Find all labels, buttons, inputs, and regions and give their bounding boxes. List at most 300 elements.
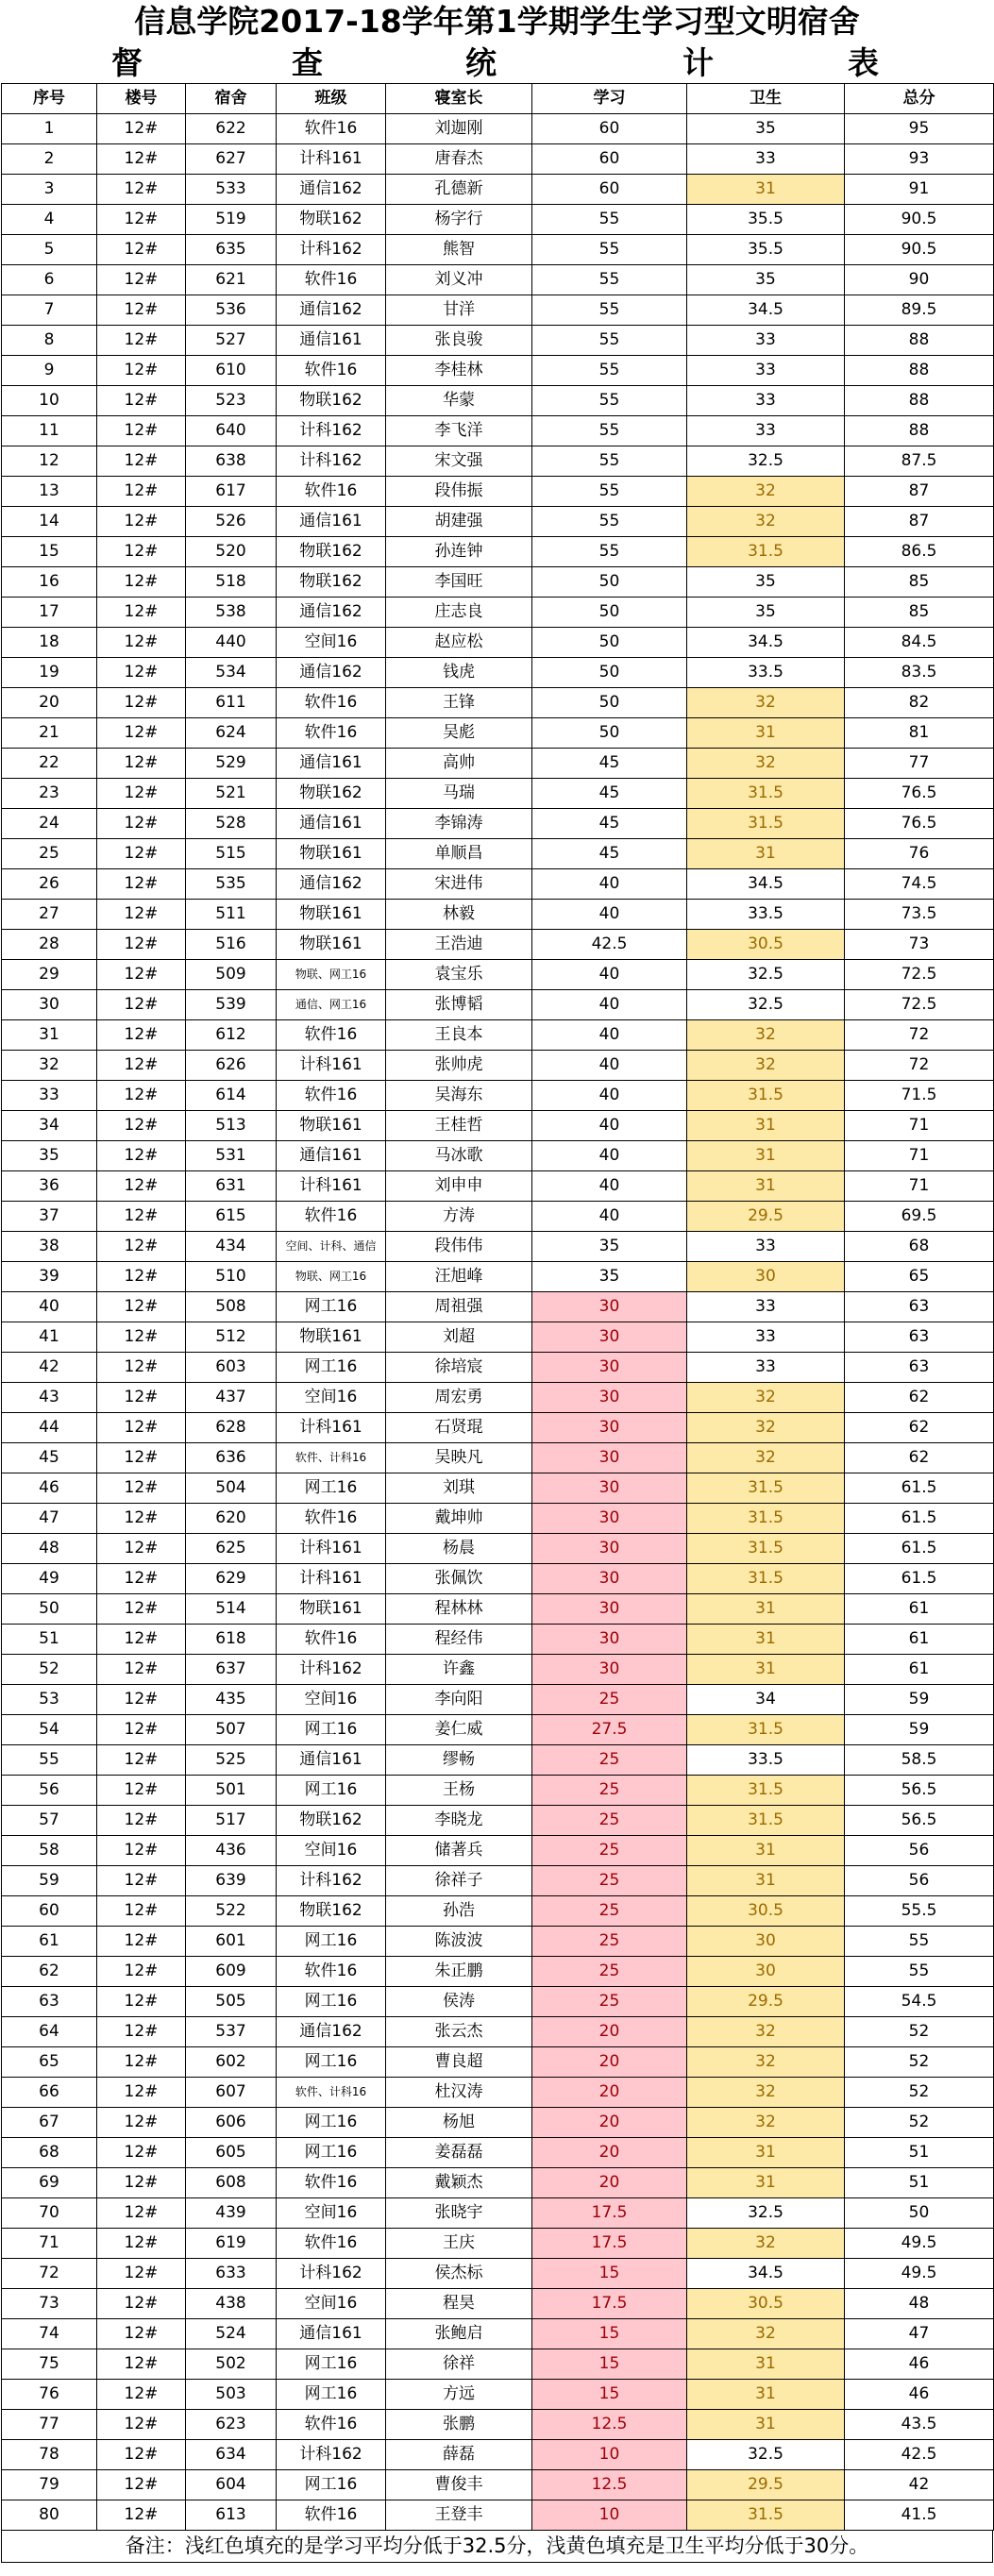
- cell-hygiene: 33: [687, 1232, 845, 1262]
- cell-building: 12#: [97, 386, 186, 416]
- table-row: [2, 1202, 994, 1232]
- table-row: [2, 386, 994, 416]
- cell-hygiene: 32.5: [687, 2198, 845, 2229]
- cell-dorm: 440: [186, 628, 277, 658]
- cell-dorm: 510: [186, 1262, 277, 1292]
- cell-dorm-leader: 孔德新: [386, 175, 532, 205]
- cell-hygiene: 32: [687, 1443, 845, 1473]
- cell-study: 35: [532, 1262, 687, 1292]
- table-row: [2, 749, 994, 779]
- subtitle-char: 统: [465, 44, 497, 81]
- cell-dorm: 626: [186, 1051, 277, 1081]
- cell-dorm-leader: 高帅: [386, 749, 532, 779]
- cell-hygiene: 31.5: [687, 537, 845, 567]
- cell-total: 95: [845, 114, 994, 144]
- cell-index: 59: [2, 1866, 97, 1896]
- cell-dorm-leader: 姜仁威: [386, 1715, 532, 1745]
- cell-hygiene: 31.5: [687, 1776, 845, 1806]
- cell-total: 88: [845, 326, 994, 356]
- cell-total: 77: [845, 749, 994, 779]
- cell-dorm-leader: 周宏勇: [386, 1383, 532, 1413]
- table-row: [2, 1171, 994, 1202]
- cell-study: 55: [532, 416, 687, 446]
- cell-dorm: 628: [186, 1413, 277, 1443]
- cell-class: 软件16: [277, 2500, 386, 2531]
- cell-hygiene: 31.5: [687, 1715, 845, 1745]
- cell-index: 19: [2, 658, 97, 688]
- cell-building: 12#: [97, 2078, 186, 2108]
- cell-index: 47: [2, 1504, 97, 1534]
- cell-dorm-leader: 宋进伟: [386, 869, 532, 900]
- cell-dorm-leader: 孙连钟: [386, 537, 532, 567]
- table-row: [2, 779, 994, 809]
- cell-study: 40: [532, 1141, 687, 1171]
- cell-total: 73.5: [845, 900, 994, 930]
- cell-index: 69: [2, 2168, 97, 2198]
- cell-class: 通信161: [277, 326, 386, 356]
- cell-dorm-leader: 杜汉涛: [386, 2078, 532, 2108]
- cell-total: 55: [845, 1957, 994, 1987]
- cell-hygiene: 31.5: [687, 2500, 845, 2531]
- cell-total: 90: [845, 265, 994, 295]
- cell-index: 44: [2, 1413, 97, 1443]
- cell-dorm: 601: [186, 1927, 277, 1957]
- cell-study: 25: [532, 1685, 687, 1715]
- cell-hygiene: 33: [687, 144, 845, 175]
- cell-study: 27.5: [532, 1715, 687, 1745]
- cell-class: 通信161: [277, 2319, 386, 2349]
- cell-total: 63: [845, 1292, 994, 1322]
- cell-index: 14: [2, 507, 97, 537]
- header-building: 楼号: [97, 84, 186, 114]
- cell-index: 7: [2, 295, 97, 326]
- cell-study: 12.5: [532, 2470, 687, 2500]
- cell-total: 62: [845, 1413, 994, 1443]
- cell-dorm: 638: [186, 446, 277, 477]
- cell-class: 通信162: [277, 2017, 386, 2047]
- cell-dorm: 614: [186, 1081, 277, 1111]
- table-row: [2, 2108, 994, 2138]
- cell-class: 软件16: [277, 1504, 386, 1534]
- table-row: [2, 175, 994, 205]
- table-row: [2, 1322, 994, 1353]
- cell-class: 空间16: [277, 2289, 386, 2319]
- cell-dorm-leader: 陈波波: [386, 1927, 532, 1957]
- cell-index: 17: [2, 598, 97, 628]
- table-row: [2, 1292, 994, 1322]
- cell-class: 软件16: [277, 265, 386, 295]
- cell-study: 60: [532, 114, 687, 144]
- cell-class: 物联162: [277, 779, 386, 809]
- cell-building: 12#: [97, 537, 186, 567]
- cell-hygiene: 31.5: [687, 1473, 845, 1504]
- header-row: [2, 84, 994, 114]
- cell-dorm-leader: 张帅虎: [386, 1051, 532, 1081]
- cell-building: 12#: [97, 1776, 186, 1806]
- table-row: [2, 900, 994, 930]
- cell-building: 12#: [97, 1443, 186, 1473]
- cell-building: 12#: [97, 265, 186, 295]
- cell-building: 12#: [97, 1413, 186, 1443]
- cell-study: 25: [532, 1927, 687, 1957]
- cell-index: 23: [2, 779, 97, 809]
- cell-building: 12#: [97, 1202, 186, 1232]
- cell-dorm-leader: 程经伟: [386, 1625, 532, 1655]
- cell-class: 软件16: [277, 688, 386, 718]
- cell-dorm-leader: 杨旭: [386, 2108, 532, 2138]
- cell-total: 61.5: [845, 1534, 994, 1564]
- cell-dorm-leader: 薛磊: [386, 2440, 532, 2470]
- cell-index: 71: [2, 2229, 97, 2259]
- cell-dorm: 439: [186, 2198, 277, 2229]
- cell-total: 42: [845, 2470, 994, 2500]
- cell-hygiene: 33.5: [687, 658, 845, 688]
- cell-total: 71: [845, 1141, 994, 1171]
- cell-dorm: 526: [186, 507, 277, 537]
- table-row: [2, 537, 994, 567]
- table-row: [2, 1413, 994, 1443]
- cell-dorm-leader: 杨晨: [386, 1534, 532, 1564]
- cell-total: 51: [845, 2168, 994, 2198]
- cell-building: 12#: [97, 1141, 186, 1171]
- cell-building: 12#: [97, 2380, 186, 2410]
- cell-study: 17.5: [532, 2289, 687, 2319]
- header-class: 班级: [277, 84, 386, 114]
- cell-total: 50: [845, 2198, 994, 2229]
- cell-dorm: 529: [186, 749, 277, 779]
- cell-dorm: 612: [186, 1020, 277, 1051]
- cell-total: 62: [845, 1383, 994, 1413]
- cell-dorm: 504: [186, 1473, 277, 1504]
- table-row: [2, 1987, 994, 2017]
- table-row: [2, 688, 994, 718]
- cell-building: 12#: [97, 2138, 186, 2168]
- cell-dorm: 624: [186, 718, 277, 749]
- header-hygiene: 卫生: [687, 84, 845, 114]
- cell-index: 10: [2, 386, 97, 416]
- cell-building: 12#: [97, 1927, 186, 1957]
- cell-class: 通信161: [277, 1745, 386, 1776]
- cell-index: 66: [2, 2078, 97, 2108]
- cell-dorm-leader: 刘申申: [386, 1171, 532, 1202]
- cell-building: 12#: [97, 1594, 186, 1625]
- table-row: [2, 446, 994, 477]
- cell-study: 50: [532, 658, 687, 688]
- cell-class: 空间16: [277, 1383, 386, 1413]
- cell-index: 2: [2, 144, 97, 175]
- cell-total: 62: [845, 1443, 994, 1473]
- cell-dorm: 524: [186, 2319, 277, 2349]
- cell-study: 55: [532, 235, 687, 265]
- table-row: [2, 1020, 994, 1051]
- cell-study: 40: [532, 1171, 687, 1202]
- cell-hygiene: 32: [687, 507, 845, 537]
- table-row: [2, 1534, 994, 1564]
- cell-total: 76.5: [845, 779, 994, 809]
- cell-hygiene: 35: [687, 598, 845, 628]
- cell-dorm-leader: 刘迦刚: [386, 114, 532, 144]
- cell-dorm: 629: [186, 1564, 277, 1594]
- table-row: [2, 114, 994, 144]
- table-row: [2, 1806, 994, 1836]
- cell-index: 41: [2, 1322, 97, 1353]
- table-row: [2, 1232, 994, 1262]
- cell-dorm-leader: 刘义冲: [386, 265, 532, 295]
- cell-building: 12#: [97, 295, 186, 326]
- cell-dorm-leader: 储著兵: [386, 1836, 532, 1866]
- cell-class: 计科161: [277, 1413, 386, 1443]
- cell-index: 48: [2, 1534, 97, 1564]
- cell-total: 52: [845, 2108, 994, 2138]
- table-row: [2, 477, 994, 507]
- cell-hygiene: 31: [687, 1171, 845, 1202]
- cell-class: 物联161: [277, 1594, 386, 1625]
- cell-building: 12#: [97, 2047, 186, 2078]
- cell-hygiene: 32.5: [687, 990, 845, 1020]
- table-row: [2, 144, 994, 175]
- cell-hygiene: 32: [687, 477, 845, 507]
- cell-class: 物联162: [277, 1896, 386, 1927]
- cell-building: 12#: [97, 446, 186, 477]
- table-row: [2, 1081, 994, 1111]
- cell-class: 网工16: [277, 2349, 386, 2380]
- cell-total: 88: [845, 356, 994, 386]
- cell-class: 物联162: [277, 205, 386, 235]
- cell-index: 21: [2, 718, 97, 749]
- cell-total: 81: [845, 718, 994, 749]
- table-row: [2, 1141, 994, 1171]
- cell-class: 空间16: [277, 1836, 386, 1866]
- table-row: [2, 1866, 994, 1896]
- cell-hygiene: 35.5: [687, 205, 845, 235]
- cell-hygiene: 31: [687, 175, 845, 205]
- cell-dorm: 636: [186, 1443, 277, 1473]
- cell-building: 12#: [97, 2017, 186, 2047]
- cell-study: 45: [532, 749, 687, 779]
- cell-dorm: 507: [186, 1715, 277, 1745]
- cell-index: 62: [2, 1957, 97, 1987]
- cell-dorm-leader: 曹良超: [386, 2047, 532, 2078]
- cell-class: 网工16: [277, 1776, 386, 1806]
- table-row: [2, 1564, 994, 1594]
- cell-index: 13: [2, 477, 97, 507]
- cell-dorm: 538: [186, 598, 277, 628]
- table-row: [2, 1594, 994, 1625]
- cell-dorm-leader: 张佩饮: [386, 1564, 532, 1594]
- cell-index: 3: [2, 175, 97, 205]
- cell-dorm-leader: 徐培宸: [386, 1353, 532, 1383]
- cell-building: 12#: [97, 960, 186, 990]
- cell-hygiene: 32: [687, 1051, 845, 1081]
- cell-building: 12#: [97, 2319, 186, 2349]
- cell-study: 30: [532, 1534, 687, 1564]
- cell-study: 50: [532, 688, 687, 718]
- cell-index: 53: [2, 1685, 97, 1715]
- cell-dorm-leader: 程昊: [386, 2289, 532, 2319]
- cell-study: 55: [532, 356, 687, 386]
- cell-dorm-leader: 马冰歌: [386, 1141, 532, 1171]
- cell-dorm-leader: 王锋: [386, 688, 532, 718]
- cell-dorm-leader: 单顺昌: [386, 839, 532, 869]
- cell-dorm: 518: [186, 567, 277, 598]
- cell-class: 计科162: [277, 1866, 386, 1896]
- cell-hygiene: 32: [687, 1383, 845, 1413]
- cell-hygiene: 31: [687, 2380, 845, 2410]
- cell-class: 物联、网工16: [277, 1262, 386, 1292]
- cell-building: 12#: [97, 2410, 186, 2440]
- cell-dorm-leader: 庄志良: [386, 598, 532, 628]
- table-row: [2, 2078, 994, 2108]
- cell-index: 70: [2, 2198, 97, 2229]
- cell-index: 12: [2, 446, 97, 477]
- table-row: [2, 1655, 994, 1685]
- cell-building: 12#: [97, 839, 186, 869]
- cell-class: 软件16: [277, 1020, 386, 1051]
- cell-total: 90.5: [845, 235, 994, 265]
- cell-index: 72: [2, 2259, 97, 2289]
- cell-index: 20: [2, 688, 97, 718]
- cell-total: 59: [845, 1685, 994, 1715]
- cell-dorm: 637: [186, 1655, 277, 1685]
- cell-dorm: 611: [186, 688, 277, 718]
- cell-hygiene: 32: [687, 749, 845, 779]
- cell-dorm-leader: 王庆: [386, 2229, 532, 2259]
- cell-dorm: 514: [186, 1594, 277, 1625]
- cell-index: 30: [2, 990, 97, 1020]
- cell-index: 24: [2, 809, 97, 839]
- cell-study: 30: [532, 1413, 687, 1443]
- cell-dorm-leader: 徐祥: [386, 2349, 532, 2380]
- table-row: [2, 1262, 994, 1292]
- cell-dorm: 620: [186, 1504, 277, 1534]
- cell-index: 5: [2, 235, 97, 265]
- table-row: [2, 1927, 994, 1957]
- cell-hygiene: 34.5: [687, 869, 845, 900]
- cell-total: 87.5: [845, 446, 994, 477]
- cell-dorm-leader: 石贤琨: [386, 1413, 532, 1443]
- cell-dorm-leader: 吴映凡: [386, 1443, 532, 1473]
- cell-hygiene: 34: [687, 1685, 845, 1715]
- cell-index: 52: [2, 1655, 97, 1685]
- cell-building: 12#: [97, 598, 186, 628]
- cell-class: 计科162: [277, 2440, 386, 2470]
- cell-building: 12#: [97, 356, 186, 386]
- cell-hygiene: 32.5: [687, 446, 845, 477]
- table-row: [2, 2380, 994, 2410]
- cell-building: 12#: [97, 1715, 186, 1745]
- cell-index: 36: [2, 1171, 97, 1202]
- cell-dorm: 520: [186, 537, 277, 567]
- cell-dorm: 516: [186, 930, 277, 960]
- cell-index: 29: [2, 960, 97, 990]
- cell-hygiene: 32.5: [687, 2440, 845, 2470]
- cell-dorm: 627: [186, 144, 277, 175]
- cell-dorm-leader: 甘洋: [386, 295, 532, 326]
- cell-dorm-leader: 唐春杰: [386, 144, 532, 175]
- cell-study: 40: [532, 1202, 687, 1232]
- cell-study: 35: [532, 1232, 687, 1262]
- cell-dorm: 517: [186, 1806, 277, 1836]
- cell-building: 12#: [97, 688, 186, 718]
- cell-index: 15: [2, 537, 97, 567]
- cell-study: 50: [532, 598, 687, 628]
- cell-study: 50: [532, 628, 687, 658]
- cell-hygiene: 33: [687, 1353, 845, 1383]
- cell-dorm: 502: [186, 2349, 277, 2380]
- cell-building: 12#: [97, 779, 186, 809]
- header-study: 学习: [532, 84, 687, 114]
- cell-index: 37: [2, 1202, 97, 1232]
- cell-class: 空间16: [277, 2198, 386, 2229]
- cell-total: 89.5: [845, 295, 994, 326]
- cell-building: 12#: [97, 416, 186, 446]
- cell-class: 空间16: [277, 1685, 386, 1715]
- cell-hygiene: 31: [687, 839, 845, 869]
- cell-class: 软件16: [277, 2229, 386, 2259]
- cell-building: 12#: [97, 1473, 186, 1504]
- cell-study: 20: [532, 2138, 687, 2168]
- cell-hygiene: 31.5: [687, 1081, 845, 1111]
- cell-dorm: 522: [186, 1896, 277, 1927]
- cell-index: 51: [2, 1625, 97, 1655]
- cell-study: 50: [532, 718, 687, 749]
- cell-total: 88: [845, 416, 994, 446]
- cell-index: 77: [2, 2410, 97, 2440]
- table-row: [2, 1776, 994, 1806]
- cell-dorm-leader: 吴海东: [386, 1081, 532, 1111]
- cell-building: 12#: [97, 2349, 186, 2380]
- cell-index: 1: [2, 114, 97, 144]
- cell-hygiene: 31.5: [687, 1504, 845, 1534]
- cell-class: 计科161: [277, 1534, 386, 1564]
- cell-total: 52: [845, 2078, 994, 2108]
- cell-building: 12#: [97, 2259, 186, 2289]
- cell-study: 55: [532, 446, 687, 477]
- cell-study: 10: [532, 2500, 687, 2531]
- table-row: [2, 1111, 994, 1141]
- cell-index: 61: [2, 1927, 97, 1957]
- cell-study: 20: [532, 2168, 687, 2198]
- table-row: [2, 1957, 994, 1987]
- cell-total: 76: [845, 839, 994, 869]
- cell-index: 32: [2, 1051, 97, 1081]
- cell-dorm: 623: [186, 2410, 277, 2440]
- cell-dorm-leader: 宋文强: [386, 446, 532, 477]
- cell-dorm: 534: [186, 658, 277, 688]
- cell-class: 网工16: [277, 2047, 386, 2078]
- table-row: [2, 2410, 994, 2440]
- cell-total: 65: [845, 1262, 994, 1292]
- cell-study: 30: [532, 1564, 687, 1594]
- cell-study: 15: [532, 2259, 687, 2289]
- cell-class: 网工16: [277, 1473, 386, 1504]
- cell-hygiene: 34.5: [687, 628, 845, 658]
- cell-dorm-leader: 张云杰: [386, 2017, 532, 2047]
- cell-index: 18: [2, 628, 97, 658]
- cell-dorm: 515: [186, 839, 277, 869]
- cell-index: 28: [2, 930, 97, 960]
- cell-building: 12#: [97, 2198, 186, 2229]
- cell-building: 12#: [97, 1534, 186, 1564]
- cell-class: 物联162: [277, 537, 386, 567]
- cell-building: 12#: [97, 1896, 186, 1927]
- cell-dorm-leader: 朱正鹏: [386, 1957, 532, 1987]
- cell-total: 61.5: [845, 1564, 994, 1594]
- header-dorm: 宿舍: [186, 84, 277, 114]
- cell-study: 25: [532, 1806, 687, 1836]
- cell-class: 物联162: [277, 1806, 386, 1836]
- cell-hygiene: 33.5: [687, 1745, 845, 1776]
